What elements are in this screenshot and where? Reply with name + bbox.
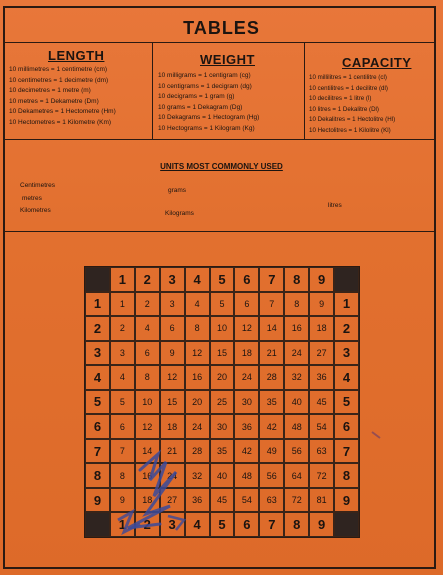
- grid-product-cell: 28: [185, 439, 210, 464]
- page-title: TABLES: [183, 18, 260, 38]
- grid-column-header: 4: [185, 512, 210, 537]
- grid-product-cell: 7: [110, 439, 135, 464]
- capacity-conversions: [309, 73, 395, 136]
- unit-grams: grams: [168, 187, 187, 194]
- grid-product-cell: 35: [259, 390, 284, 415]
- grid-column-header: 3: [160, 512, 185, 537]
- grid-row-header: 9: [85, 488, 110, 513]
- grid-product-cell: 21: [259, 341, 284, 366]
- weight-line: 10 Hectograms = 1 Kilogram (Kg): [158, 124, 255, 132]
- grid-product-cell: 42: [234, 439, 259, 464]
- length-line: 10 centimetres = 1 decimetre (dm): [9, 76, 109, 84]
- grid-product-cell: 30: [210, 414, 235, 439]
- grid-column-header: 8: [284, 512, 309, 537]
- grid-product-cell: 6: [110, 414, 135, 439]
- grid-product-cell: 8: [135, 365, 160, 390]
- grid-row-header: 2: [334, 316, 359, 341]
- grid-product-cell: 36: [234, 414, 259, 439]
- length-line: 10 millimetres = 1 centimetre (cm): [9, 66, 108, 73]
- grid-product-cell: 32: [284, 365, 309, 390]
- grid-column-header: 1: [110, 267, 135, 292]
- grid-row-header: 6: [85, 414, 110, 439]
- grid-row-header: 9: [334, 488, 359, 513]
- length-heading: LENGTH: [48, 48, 105, 63]
- weight-line: 10 grams = 1 Dekagram (Dg): [158, 103, 243, 111]
- grid-product-cell: 5: [210, 292, 235, 317]
- grid-product-cell: 6: [160, 316, 185, 341]
- grid-product-cell: 18: [309, 316, 334, 341]
- grid-column-header: 5: [210, 267, 235, 292]
- grid-product-cell: 9: [110, 488, 135, 513]
- grid-product-cell: 12: [185, 341, 210, 366]
- grid-row-header: 5: [334, 390, 359, 415]
- grid-product-cell: 2: [135, 292, 160, 317]
- grid-product-cell: 3: [160, 292, 185, 317]
- grid-product-cell: 2: [110, 316, 135, 341]
- grid-product-cell: 36: [185, 488, 210, 513]
- grid-product-cell: 48: [234, 463, 259, 488]
- capacity-line: 10 Hectolitres = 1 Kilolitre (Kl): [309, 126, 391, 134]
- grid-column-header: 2: [135, 512, 160, 537]
- length-line: 10 Dekametres = 1 Hectometre (Hm): [9, 108, 116, 115]
- multiplication-grid: [84, 266, 360, 538]
- grid-column-header: 8: [284, 267, 309, 292]
- divider-length-weight: [152, 42, 153, 139]
- grid-product-cell: 64: [284, 463, 309, 488]
- grid-product-cell: 42: [259, 414, 284, 439]
- capacity-line: 10 Dekalitres = 1 Hectolitre (Hl): [309, 116, 396, 123]
- grid-row-header: 3: [334, 341, 359, 366]
- grid-corner: [85, 267, 110, 292]
- grid-row-header: 4: [334, 365, 359, 390]
- grid-product-cell: 9: [160, 341, 185, 366]
- capacity-line: 10 decilitres = 1 litre (l): [309, 95, 372, 102]
- grid-product-cell: 6: [234, 292, 259, 317]
- divider-middle: [3, 139, 436, 140]
- grid-product-cell: 15: [210, 341, 235, 366]
- grid-product-cell: 8: [185, 316, 210, 341]
- unit-litres: litres: [328, 202, 342, 209]
- grid-product-cell: 24: [185, 414, 210, 439]
- grid-product-cell: 14: [259, 316, 284, 341]
- divider-weight-capacity: [304, 42, 305, 139]
- grid-product-cell: 3: [110, 341, 135, 366]
- grid-product-cell: 48: [284, 414, 309, 439]
- grid-product-cell: 15: [160, 390, 185, 415]
- grid-product-cell: 40: [284, 390, 309, 415]
- grid-product-cell: 4: [185, 292, 210, 317]
- grid-product-cell: 4: [135, 316, 160, 341]
- weight-heading: WEIGHT: [200, 52, 255, 67]
- grid-product-cell: 18: [160, 414, 185, 439]
- grid-product-cell: 40: [210, 463, 235, 488]
- unit-centimetres: Centimetres: [20, 182, 56, 189]
- grid-product-cell: 10: [135, 390, 160, 415]
- grid-product-cell: 35: [210, 439, 235, 464]
- grid-product-cell: 14: [135, 439, 160, 464]
- grid-product-cell: 27: [309, 341, 334, 366]
- weight-line: 10 decigrams = 1 gram (g): [158, 93, 235, 100]
- capacity-line: 10 centilitres = 1 decilitre (dl): [309, 84, 388, 92]
- length-line: 10 Hectometres = 1 Kilometre (Km): [9, 118, 112, 126]
- weight-line: 10 centigrams = 1 decigram (dg): [158, 82, 252, 90]
- grid-corner: [334, 512, 359, 537]
- grid-product-cell: 9: [309, 292, 334, 317]
- grid-product-cell: 28: [259, 365, 284, 390]
- grid-column-header: 9: [309, 512, 334, 537]
- grid-row-header: 8: [334, 463, 359, 488]
- grid-product-cell: 63: [259, 488, 284, 513]
- grid-product-cell: 56: [259, 463, 284, 488]
- grid-product-cell: 16: [284, 316, 309, 341]
- capacity-line: 10 litres = 1 Dekalitre (Dl): [309, 105, 379, 113]
- grid-column-header: 9: [309, 267, 334, 292]
- grid-product-cell: 12: [234, 316, 259, 341]
- grid-product-cell: 32: [185, 463, 210, 488]
- grid-product-cell: 5: [110, 390, 135, 415]
- grid-product-cell: 7: [259, 292, 284, 317]
- grid-product-cell: 24: [284, 341, 309, 366]
- grid-row-header: 8: [85, 463, 110, 488]
- grid-column-header: 4: [185, 267, 210, 292]
- grid-column-header: 7: [259, 267, 284, 292]
- grid-column-header: 5: [210, 512, 235, 537]
- length-conversions: [9, 65, 116, 128]
- grid-product-cell: 10: [210, 316, 235, 341]
- grid-product-cell: 30: [234, 390, 259, 415]
- grid-product-cell: 54: [234, 488, 259, 513]
- grid-row-header: 7: [85, 439, 110, 464]
- grid-row-header: 1: [334, 292, 359, 317]
- grid-column-header: 6: [234, 512, 259, 537]
- unit-metres: metres: [22, 195, 42, 202]
- grid-product-cell: 12: [160, 365, 185, 390]
- grid-product-cell: 81: [309, 488, 334, 513]
- divider-units-bottom: [3, 231, 436, 232]
- length-line: 10 decimetres = 1 metre (m): [9, 87, 91, 94]
- grid-product-cell: 18: [135, 488, 160, 513]
- grid-product-cell: 20: [210, 365, 235, 390]
- grid-column-header: 7: [259, 512, 284, 537]
- grid-product-cell: 16: [185, 365, 210, 390]
- weight-conversions: [158, 71, 259, 134]
- grid-product-cell: 8: [110, 463, 135, 488]
- grid-product-cell: 20: [185, 390, 210, 415]
- grid-product-cell: 72: [284, 488, 309, 513]
- grid-product-cell: 4: [110, 365, 135, 390]
- grid-row-header: 6: [334, 414, 359, 439]
- grid-product-cell: 8: [284, 292, 309, 317]
- grid-row-header: 3: [85, 341, 110, 366]
- grid-row-header: 4: [85, 365, 110, 390]
- grid-column-header: 3: [160, 267, 185, 292]
- grid-column-header: 1: [110, 512, 135, 537]
- grid-product-cell: 72: [309, 463, 334, 488]
- grid-product-cell: 36: [309, 365, 334, 390]
- length-line: 10 metres = 1 Dekametre (Dm): [9, 97, 99, 105]
- grid-product-cell: 24: [234, 365, 259, 390]
- grid-product-cell: 27: [160, 488, 185, 513]
- grid-product-cell: 24: [160, 463, 185, 488]
- grid-row-header: 7: [334, 439, 359, 464]
- unit-kilograms: Kilograms: [165, 210, 194, 217]
- grid-product-cell: 1: [110, 292, 135, 317]
- capacity-line: 10 millilitres = 1 centilitre (cl): [309, 74, 387, 81]
- grid-product-cell: 18: [234, 341, 259, 366]
- divider-top: [3, 42, 436, 43]
- grid-row-header: 2: [85, 316, 110, 341]
- grid-corner: [334, 267, 359, 292]
- grid-column-header: 6: [234, 267, 259, 292]
- grid-product-cell: 56: [284, 439, 309, 464]
- grid-product-cell: 54: [309, 414, 334, 439]
- grid-product-cell: 6: [135, 341, 160, 366]
- grid-product-cell: 12: [135, 414, 160, 439]
- grid-corner: [85, 512, 110, 537]
- weight-line: 10 Dekagrams = 1 Hectogram (Hg): [158, 114, 260, 121]
- units-heading: UNITS MOST COMMONLY USED: [160, 162, 283, 171]
- unit-kilometres: Kilometres: [20, 207, 51, 214]
- grid-product-cell: 45: [309, 390, 334, 415]
- weight-line: 10 milligrams = 1 centigram (cg): [158, 72, 251, 79]
- grid-row-header: 5: [85, 390, 110, 415]
- grid-product-cell: 16: [135, 463, 160, 488]
- capacity-heading: CAPACITY: [342, 55, 412, 70]
- grid-column-header: 2: [135, 267, 160, 292]
- grid-product-cell: 63: [309, 439, 334, 464]
- grid-product-cell: 49: [259, 439, 284, 464]
- grid-product-cell: 21: [160, 439, 185, 464]
- grid-product-cell: 45: [210, 488, 235, 513]
- grid-row-header: 1: [85, 292, 110, 317]
- grid-product-cell: 25: [210, 390, 235, 415]
